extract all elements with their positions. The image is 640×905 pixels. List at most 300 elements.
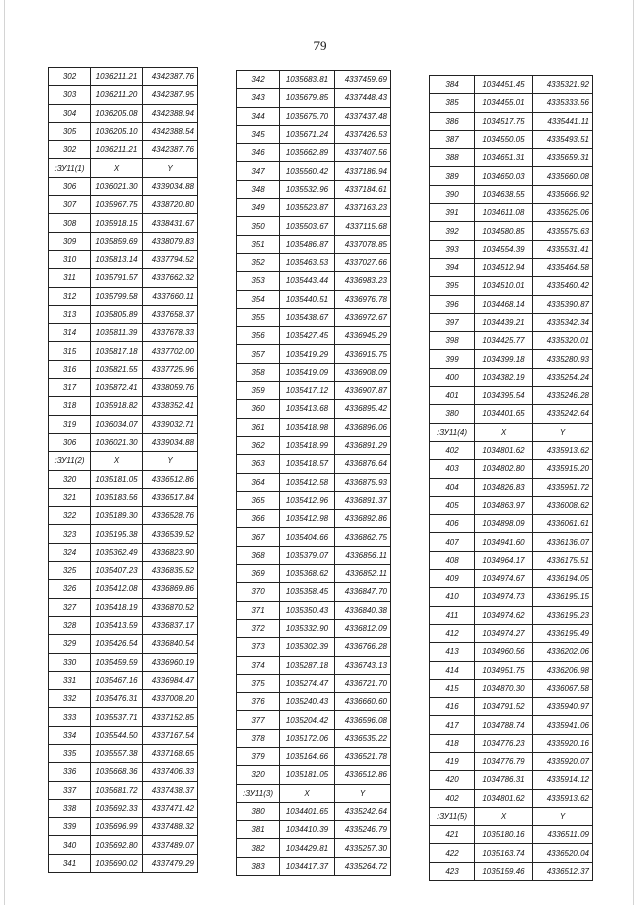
x-coordinate: 1035683.81 <box>280 71 335 89</box>
x-coordinate: 1035287.18 <box>280 656 335 674</box>
point-number: 333 <box>49 708 91 726</box>
x-coordinate: 1035811.39 <box>91 324 143 342</box>
table-row <box>49 232 198 250</box>
point-number: 331 <box>49 671 91 689</box>
parcel-header-row <box>49 452 198 470</box>
x-coordinate: 1035407.23 <box>91 562 143 580</box>
point-number: 323 <box>49 525 91 543</box>
y-coordinate: 4335941.06 <box>533 716 593 734</box>
x-coordinate: 1035418.57 <box>280 455 335 473</box>
y-coordinate: 4337168.65 <box>143 744 198 762</box>
point-number: 349 <box>237 199 280 217</box>
x-coordinate: 1036211.21 <box>91 68 143 86</box>
table-row <box>430 222 593 240</box>
point-number: 396 <box>430 295 475 313</box>
point-number: 374 <box>237 656 280 674</box>
table-row <box>237 491 391 509</box>
point-number: 378 <box>237 729 280 747</box>
y-coordinate: 4336512.37 <box>533 862 593 880</box>
y-coordinate: 4336856.11 <box>335 546 391 564</box>
parcel-header-row <box>49 159 198 177</box>
y-coordinate: 4337725.96 <box>143 360 198 378</box>
x-coordinate: 1034974.27 <box>475 624 533 642</box>
x-coordinate: 1035859.69 <box>91 232 143 250</box>
table-row <box>237 71 391 89</box>
coordinate-table-1 <box>48 67 198 873</box>
point-number: 388 <box>430 149 475 167</box>
y-coordinate: 4336915.75 <box>335 345 391 363</box>
x-coordinate: 1035379.07 <box>280 546 335 564</box>
point-number: 316 <box>49 360 91 378</box>
x-coordinate: 1035486.87 <box>280 235 335 253</box>
point-number: 357 <box>237 345 280 363</box>
y-coordinate: 4335951.72 <box>533 478 593 496</box>
point-number: 352 <box>237 253 280 271</box>
y-coordinate: 4335920.16 <box>533 734 593 752</box>
table-row <box>49 86 198 104</box>
y-coordinate: 4335666.92 <box>533 185 593 203</box>
table-row <box>430 496 593 514</box>
x-coordinate: 1035332.90 <box>280 619 335 637</box>
y-coordinate: 4336976.78 <box>335 290 391 308</box>
x-coordinate: 1035821.55 <box>91 360 143 378</box>
x-coordinate: 1035503.67 <box>280 217 335 235</box>
y-coordinate: 4336512.86 <box>335 766 391 784</box>
table-row <box>237 418 391 436</box>
y-coordinate: 4337184.61 <box>335 180 391 198</box>
x-coordinate: 1035419.29 <box>280 345 335 363</box>
table-row <box>237 619 391 637</box>
y-coordinate: 4342387.76 <box>143 68 198 86</box>
point-number: 305 <box>49 122 91 140</box>
x-coordinate: 1035438.67 <box>280 308 335 326</box>
table-row <box>430 94 593 112</box>
x-coordinate: 1034468.14 <box>475 295 533 313</box>
point-number: 309 <box>49 232 91 250</box>
y-coordinate: 4342388.54 <box>143 122 198 140</box>
y-coordinate: 4336766.28 <box>335 638 391 656</box>
table-row <box>237 290 391 308</box>
point-number: 319 <box>49 415 91 433</box>
point-number: 338 <box>49 799 91 817</box>
table-row <box>237 473 391 491</box>
y-coordinate: 4336195.23 <box>533 606 593 624</box>
table-row <box>430 130 593 148</box>
point-number: 411 <box>430 606 475 624</box>
x-coordinate: 1035467.16 <box>91 671 143 689</box>
table-row <box>49 799 198 817</box>
point-number: 402 <box>430 789 475 807</box>
table-row <box>49 305 198 323</box>
point-number: 414 <box>430 661 475 679</box>
table-row <box>430 240 593 258</box>
y-coordinate: 4335460.42 <box>533 277 593 295</box>
y-coordinate: 4335659.31 <box>533 149 593 167</box>
table-row <box>237 656 391 674</box>
table-row <box>49 507 198 525</box>
x-coordinate: 1034974.73 <box>475 588 533 606</box>
point-number: 322 <box>49 507 91 525</box>
table-row <box>237 327 391 345</box>
y-coordinate: 4336972.67 <box>335 308 391 326</box>
point-number: 422 <box>430 844 475 862</box>
table-row <box>49 415 198 433</box>
y-coordinate: 4336194.05 <box>533 570 593 588</box>
point-number: 421 <box>430 826 475 844</box>
x-coordinate: 1035419.09 <box>280 363 335 381</box>
x-coordinate: 1034580.85 <box>475 222 533 240</box>
x-coordinate: 1035412.58 <box>280 473 335 491</box>
x-coordinate: 1036034.07 <box>91 415 143 433</box>
y-coordinate: 4336896.06 <box>335 418 391 436</box>
table-row <box>237 729 391 747</box>
x-coordinate: 1034410.39 <box>280 821 335 839</box>
point-number: 320 <box>49 470 91 488</box>
y-coordinate: 4335320.01 <box>533 332 593 350</box>
table-row <box>49 635 198 653</box>
point-number: 308 <box>49 214 91 232</box>
point-number: 306 <box>49 177 91 195</box>
point-number: 335 <box>49 744 91 762</box>
point-number: 380 <box>237 802 280 820</box>
y-coordinate: 4336202.06 <box>533 643 593 661</box>
point-number: 399 <box>430 350 475 368</box>
y-coordinate: 4336945.29 <box>335 327 391 345</box>
y-coordinate: 4337407.56 <box>335 144 391 162</box>
x-coordinate: 1036021.30 <box>91 433 143 451</box>
point-number: 384 <box>430 76 475 94</box>
y-coordinate: 4338720.80 <box>143 196 198 214</box>
x-coordinate: 1035204.42 <box>280 711 335 729</box>
x-coordinate: 1034638.55 <box>475 185 533 203</box>
point-number: 377 <box>237 711 280 729</box>
x-coordinate: 1035181.05 <box>91 470 143 488</box>
y-coordinate: 4336840.54 <box>143 635 198 653</box>
point-number: 302 <box>49 68 91 86</box>
y-coordinate: 4336596.08 <box>335 711 391 729</box>
y-coordinate: 4337406.33 <box>143 763 198 781</box>
point-number: 330 <box>49 653 91 671</box>
point-number: 369 <box>237 565 280 583</box>
point-number: 386 <box>430 112 475 130</box>
x-coordinate: 1035189.30 <box>91 507 143 525</box>
table-row <box>237 693 391 711</box>
point-number: 412 <box>430 624 475 642</box>
table-row <box>237 272 391 290</box>
table-row <box>237 546 391 564</box>
x-coordinate: 1034517.75 <box>475 112 533 130</box>
y-coordinate: 4337115.68 <box>335 217 391 235</box>
x-coordinate: 1034801.62 <box>475 789 533 807</box>
point-number: 353 <box>237 272 280 290</box>
point-number: 391 <box>430 204 475 222</box>
point-number: 372 <box>237 619 280 637</box>
y-coordinate: 4336983.23 <box>335 272 391 290</box>
point-number: 370 <box>237 583 280 601</box>
x-coordinate: 1035413.68 <box>280 400 335 418</box>
y-coordinate: 4336175.51 <box>533 551 593 569</box>
point-number: 365 <box>237 491 280 509</box>
point-number: 366 <box>237 510 280 528</box>
x-coordinate: 1035463.53 <box>280 253 335 271</box>
table-row <box>49 379 198 397</box>
y-column-header: Y <box>143 452 198 470</box>
table-row <box>237 217 391 235</box>
y-coordinate: 4336067.58 <box>533 679 593 697</box>
table-row <box>430 112 593 130</box>
x-coordinate: 1035412.08 <box>91 580 143 598</box>
x-column-header: X <box>91 452 143 470</box>
y-coordinate: 4336907.87 <box>335 382 391 400</box>
x-coordinate: 1034510.01 <box>475 277 533 295</box>
point-number: 373 <box>237 638 280 656</box>
table-row <box>49 470 198 488</box>
x-coordinate: 1035918.82 <box>91 397 143 415</box>
y-coordinate: 4336840.38 <box>335 601 391 619</box>
y-coordinate: 4335913.62 <box>533 789 593 807</box>
x-coordinate: 1035443.44 <box>280 272 335 290</box>
x-coordinate: 1035560.42 <box>280 162 335 180</box>
table-row <box>49 68 198 86</box>
y-coordinate: 4336721.70 <box>335 674 391 692</box>
x-column-header: X <box>475 807 533 825</box>
coordinate-table-2 <box>236 70 391 876</box>
table-row <box>430 405 593 423</box>
y-coordinate: 4335660.08 <box>533 167 593 185</box>
parcel-label: :ЗУ11(3) <box>237 784 280 802</box>
point-number: 401 <box>430 387 475 405</box>
point-number: 345 <box>237 125 280 143</box>
point-number: 403 <box>430 460 475 478</box>
point-number: 389 <box>430 167 475 185</box>
point-number: 400 <box>430 368 475 386</box>
table-row <box>237 436 391 454</box>
y-coordinate: 4337027.66 <box>335 253 391 271</box>
table-row <box>237 162 391 180</box>
x-coordinate: 1035671.24 <box>280 125 335 143</box>
x-coordinate: 1035967.75 <box>91 196 143 214</box>
x-coordinate: 1035696.99 <box>91 818 143 836</box>
point-number: 350 <box>237 217 280 235</box>
x-coordinate: 1034382.19 <box>475 368 533 386</box>
point-number: 392 <box>430 222 475 240</box>
table-row <box>430 313 593 331</box>
point-number: 416 <box>430 698 475 716</box>
y-coordinate: 4336520.04 <box>533 844 593 862</box>
point-number: 347 <box>237 162 280 180</box>
y-coordinate: 4336870.52 <box>143 598 198 616</box>
table-row <box>430 167 593 185</box>
x-coordinate: 1035668.36 <box>91 763 143 781</box>
point-number: 332 <box>49 690 91 708</box>
point-number: 404 <box>430 478 475 496</box>
y-coordinate: 4337186.94 <box>335 162 391 180</box>
point-number: 354 <box>237 290 280 308</box>
point-number: 395 <box>430 277 475 295</box>
y-coordinate: 4336743.13 <box>335 656 391 674</box>
table-row <box>430 258 593 276</box>
table-row <box>237 839 391 857</box>
y-coordinate: 4336061.61 <box>533 515 593 533</box>
table-row <box>430 149 593 167</box>
x-coordinate: 1035159.46 <box>475 862 533 880</box>
y-column-header: Y <box>533 423 593 441</box>
y-coordinate: 4336823.90 <box>143 543 198 561</box>
point-number: 324 <box>49 543 91 561</box>
y-coordinate: 4336835.52 <box>143 562 198 580</box>
x-coordinate: 1035813.14 <box>91 250 143 268</box>
table-row <box>237 638 391 656</box>
table-row <box>49 818 198 836</box>
x-coordinate: 1035240.43 <box>280 693 335 711</box>
table-row <box>430 624 593 642</box>
table-row <box>237 400 391 418</box>
table-row <box>430 752 593 770</box>
point-number: 351 <box>237 235 280 253</box>
table-row <box>430 771 593 789</box>
point-number: 315 <box>49 342 91 360</box>
x-coordinate: 1035692.33 <box>91 799 143 817</box>
y-coordinate: 4337702.00 <box>143 342 198 360</box>
parcel-header-row <box>430 423 593 441</box>
x-coordinate: 1034898.09 <box>475 515 533 533</box>
point-number: 393 <box>430 240 475 258</box>
table-row <box>430 862 593 880</box>
table-row <box>237 180 391 198</box>
y-coordinate: 4338431.67 <box>143 214 198 232</box>
table-row <box>49 781 198 799</box>
y-coordinate: 4336812.09 <box>335 619 391 637</box>
x-column-header: X <box>91 159 143 177</box>
point-number: 387 <box>430 130 475 148</box>
x-coordinate: 1035532.96 <box>280 180 335 198</box>
x-coordinate: 1034776.23 <box>475 734 533 752</box>
coordinate-table-body <box>49 68 198 873</box>
y-coordinate: 4337163.23 <box>335 199 391 217</box>
x-coordinate: 1036211.20 <box>91 86 143 104</box>
x-coordinate: 1034802.80 <box>475 460 533 478</box>
y-coordinate: 4335625.06 <box>533 204 593 222</box>
table-row <box>237 308 391 326</box>
point-number: 325 <box>49 562 91 580</box>
table-row <box>237 253 391 271</box>
x-coordinate: 1035181.05 <box>280 766 335 784</box>
table-row <box>237 510 391 528</box>
point-number: 359 <box>237 382 280 400</box>
y-coordinate: 4336891.37 <box>335 491 391 509</box>
y-column-header: Y <box>533 807 593 825</box>
y-coordinate: 4336908.09 <box>335 363 391 381</box>
point-number: 381 <box>237 821 280 839</box>
point-number: 418 <box>430 734 475 752</box>
point-number: 379 <box>237 747 280 765</box>
table-row <box>237 583 391 601</box>
point-number: 376 <box>237 693 280 711</box>
table-row <box>430 76 593 94</box>
point-number: 420 <box>430 771 475 789</box>
y-coordinate: 4336206.98 <box>533 661 593 679</box>
point-number: 385 <box>430 94 475 112</box>
table-row <box>237 766 391 784</box>
x-coordinate: 1035476.31 <box>91 690 143 708</box>
point-number: 405 <box>430 496 475 514</box>
x-coordinate: 1035426.54 <box>91 635 143 653</box>
coordinate-table-3 <box>429 75 593 881</box>
point-number: 328 <box>49 616 91 634</box>
table-row <box>49 525 198 543</box>
x-coordinate: 1034425.77 <box>475 332 533 350</box>
table-row <box>237 528 391 546</box>
x-coordinate: 1034429.81 <box>280 839 335 857</box>
page-number: 79 <box>313 38 327 53</box>
table-row <box>430 478 593 496</box>
table-row <box>430 533 593 551</box>
table-row <box>237 235 391 253</box>
y-coordinate: 4336512.86 <box>143 470 198 488</box>
table-row <box>237 747 391 765</box>
table-row <box>430 844 593 862</box>
parcel-label: :ЗУ11(5) <box>430 807 475 825</box>
table-row <box>49 543 198 561</box>
point-number: 413 <box>430 643 475 661</box>
table-row <box>237 107 391 125</box>
point-number: 367 <box>237 528 280 546</box>
table-row <box>237 125 391 143</box>
x-coordinate: 1034417.37 <box>280 857 335 875</box>
point-number: 419 <box>430 752 475 770</box>
y-coordinate: 4336852.11 <box>335 565 391 583</box>
left-edge-line <box>4 0 5 905</box>
point-number: 402 <box>430 441 475 459</box>
y-coordinate: 4337471.42 <box>143 799 198 817</box>
y-coordinate: 4338059.76 <box>143 379 198 397</box>
y-coordinate: 4335915.20 <box>533 460 593 478</box>
y-coordinate: 4335280.93 <box>533 350 593 368</box>
x-coordinate: 1035350.43 <box>280 601 335 619</box>
table-row <box>430 350 593 368</box>
y-coordinate: 4342387.95 <box>143 86 198 104</box>
point-number: 327 <box>49 598 91 616</box>
y-coordinate: 4335575.63 <box>533 222 593 240</box>
point-number: 310 <box>49 250 91 268</box>
y-coordinate: 4336195.49 <box>533 624 593 642</box>
y-coordinate: 4338352.41 <box>143 397 198 415</box>
point-number: 334 <box>49 726 91 744</box>
x-coordinate: 1034550.05 <box>475 130 533 148</box>
parcel-header-row <box>237 784 391 802</box>
x-coordinate: 1034439.21 <box>475 313 533 331</box>
right-edge-line <box>633 0 634 905</box>
y-coordinate: 4335531.41 <box>533 240 593 258</box>
x-coordinate: 1035440.51 <box>280 290 335 308</box>
x-coordinate: 1034455.01 <box>475 94 533 112</box>
y-coordinate: 4336535.22 <box>335 729 391 747</box>
x-coordinate: 1034512.94 <box>475 258 533 276</box>
point-number: 306 <box>49 433 91 451</box>
y-coordinate: 4335264.72 <box>335 857 391 875</box>
table-row <box>49 104 198 122</box>
y-coordinate: 4337488.32 <box>143 818 198 836</box>
y-column-header: Y <box>143 159 198 177</box>
y-coordinate: 4337438.37 <box>143 781 198 799</box>
table-row <box>430 679 593 697</box>
x-coordinate: 1035412.98 <box>280 510 335 528</box>
table-row <box>237 565 391 583</box>
y-column-header: Y <box>335 784 391 802</box>
x-coordinate: 1034941.60 <box>475 533 533 551</box>
x-coordinate: 1035172.06 <box>280 729 335 747</box>
table-row <box>49 671 198 689</box>
